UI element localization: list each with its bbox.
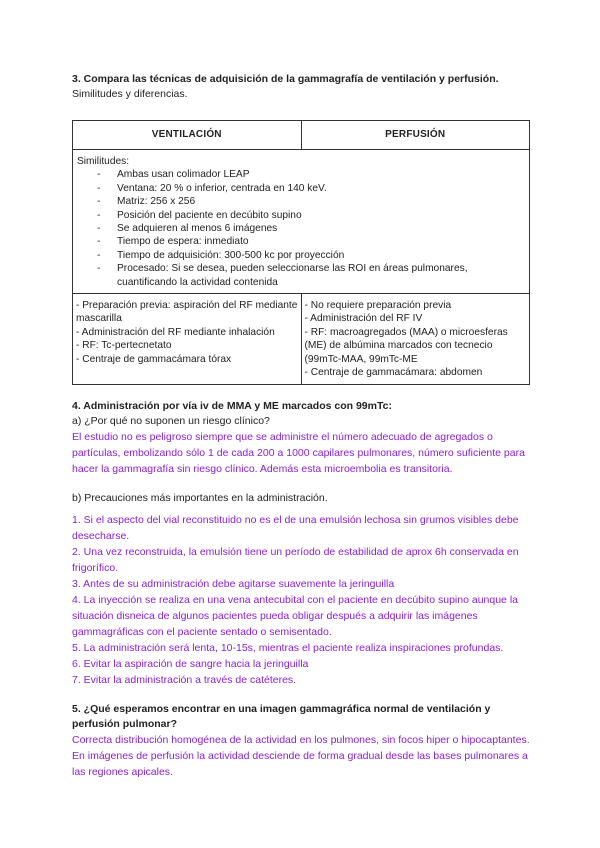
- perfusion-item: - Centraje de gammacámara: abdomen: [304, 367, 483, 379]
- perfusion-item: - No requiere preparación previa: [304, 300, 452, 312]
- perfusion-item: - RF: macroagregados (MAA) o microesferas (ME) de albúmina marcados con tecnecio (99mTc-MAA, 99mTc-ME: [304, 326, 508, 365]
- question-4a: a) ¿Por qué no suponen un riesgo clínico?: [72, 414, 270, 427]
- similarities-list: [77, 168, 525, 289]
- answer-4b-item: 5. La administración será lenta, 10-15s, mientras el paciente realiza inspiraciones profundas.: [72, 641, 504, 654]
- header-perfusion: PERFUSIÓN: [301, 121, 530, 150]
- answer-5: Correcta distribución homogénea de la actividad en los pulmones, sin focos hiper o hipocaptantes. En imágenes de perfusión la actividad desciende de forma gradual desde las bases pulmonares a las regiones apicales.: [72, 733, 530, 778]
- answer-4a: El estudio no es peligroso siempre que se administre el número adecuado de agregados o partículas, embolizando sólo 1 de cada 200 a 1000 capilares pulmonares, número suficiente para hacer la gammagrafía sin riesgo clínico. Además esta microembolia es transitoria.: [72, 430, 525, 475]
- similarity-item: - Ventana: 20 % o inferior, centrada en 140 keV.: [97, 182, 327, 194]
- question-3-subtitle: Similitudes y diferencias.: [72, 88, 188, 100]
- similarity-item: - Tiempo de espera: inmediato: [97, 236, 249, 248]
- perfusion-cell: [301, 294, 530, 384]
- similarity-item: - Ambas usan colimador LEAP: [97, 169, 250, 181]
- answer-4b-item: 6. Evitar la aspiración de sangre hacia la jeringuilla: [72, 657, 309, 670]
- question-3-title: 3. Compara las técnicas de adquisición de la gammagrafía de ventilación y perfusión.: [72, 73, 499, 85]
- comparison-table: [72, 120, 530, 385]
- similarity-item: - Procesado: Si se desea, pueden seleccionarse las ROI en áreas pulmonares, cuantificando la actividad contenida: [97, 263, 468, 288]
- ventilation-item: - Preparación previa: aspiración del RF mediante mascarilla: [76, 300, 298, 325]
- similarities-cell: [73, 150, 530, 294]
- similarity-item: - Posición del paciente en decúbito supino: [97, 209, 302, 221]
- header-ventilation: VENTILACIÓN: [73, 121, 302, 150]
- similarity-item: - Tiempo de adquisición: 300-500 kc por proyección: [97, 249, 345, 261]
- similarities-label: Similitudes:: [77, 156, 130, 167]
- answer-4b-item: 1. Si el aspecto del vial reconstituido no es el de una emulsión lechosa sin grumos visibles debe desecharse.: [72, 513, 519, 542]
- question-4-title: 4. Administración por vía iv de MMA y ME marcados con 99mTc:: [72, 399, 392, 412]
- question-5-title: 5. ¿Qué esperamos encontrar en una imagen gammagráfica normal de ventilación y perfusión pulmonar?: [72, 702, 491, 730]
- perfusion-item: - Administración del RF IV: [304, 313, 423, 325]
- answer-4b-item: 7. Evitar la administración a través de catéteres.: [72, 673, 297, 686]
- ventilation-item: - RF: Tc-pertecnetato: [76, 340, 172, 352]
- similarity-item: - Se adquieren al menos 6 imágenes: [97, 223, 278, 235]
- answer-4b-item: 2. Una vez reconstruida, la emulsión tiene un período de estabilidad de aprox 6h conservada en frigorífico.: [72, 545, 519, 574]
- question-4b: b) Precauciones más importantes en la administración.: [72, 491, 328, 504]
- ventilation-item: - Centraje de gammacámara tórax: [76, 353, 232, 365]
- document-page: [72, 72, 530, 780]
- ventilation-cell: [73, 294, 302, 384]
- answer-4b-item: 4. La inyección se realiza en una vena antecubital con el paciente en decúbito supino aunque la situación disneica de algunos pacientes pueda obligar después a adquirir las imágenes gammagráficas con el paciente sentado o semisentado.: [72, 593, 518, 638]
- similarity-item: - Matriz: 256 x 256: [97, 196, 196, 208]
- answer-4b-item: 3. Antes de su administración debe agitarse suavemente la jeringuilla: [72, 577, 395, 590]
- ventilation-item: - Administración del RF mediante inhalación: [76, 326, 275, 338]
